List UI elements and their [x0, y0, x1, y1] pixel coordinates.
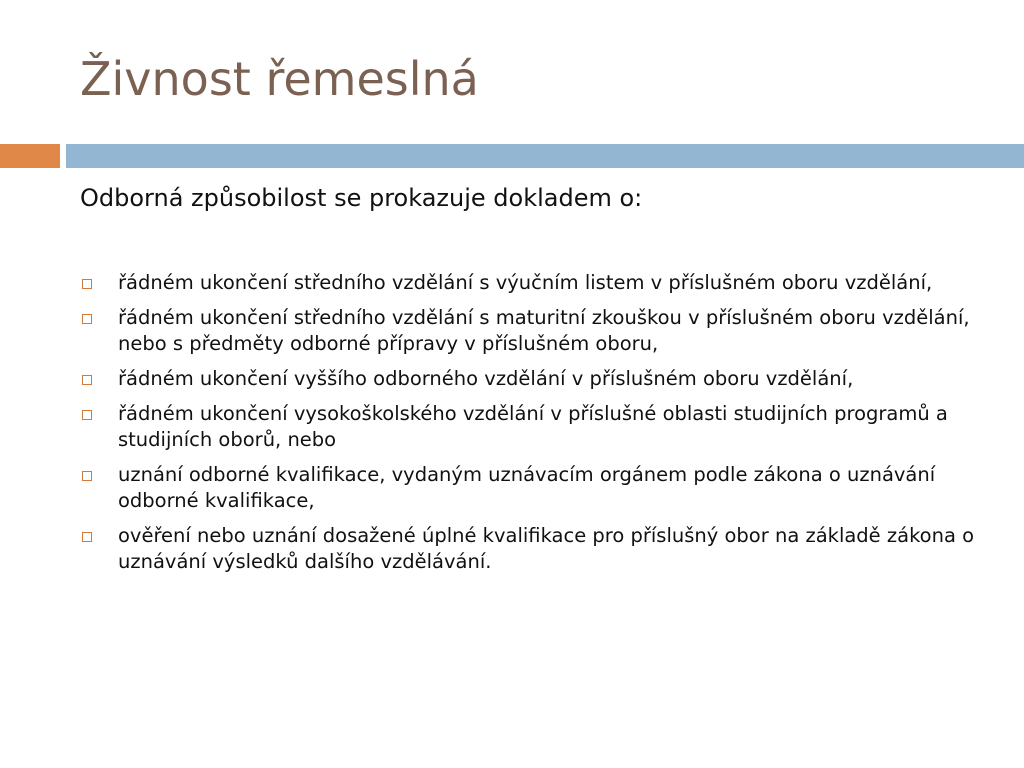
list-item	[80, 462, 980, 514]
bullet-text: uznání odborné kvalifikace, vydaným uznávacím orgánem podle zákona o uznávání odborné kvalifikace,	[118, 463, 936, 512]
accent-bar-blue	[66, 144, 1024, 168]
bullet-list	[80, 270, 980, 584]
square-bullet-icon	[82, 410, 92, 420]
square-bullet-icon	[82, 279, 92, 289]
bullet-text: řádném ukončení středního vzdělání s maturitní zkouškou v příslušném oboru vzdělání, nebo s předměty odborné přípravy v příslušném oboru,	[118, 306, 970, 355]
list-item	[80, 270, 980, 296]
list-item	[80, 523, 980, 575]
bullet-text: řádném ukončení vysokoškolského vzdělání v příslušné oblasti studijních programů a studijních oborů, nebo	[118, 402, 948, 451]
list-item	[80, 366, 980, 392]
bullet-text: řádném ukončení středního vzdělání s výučním listem v příslušném oboru vzdělání,	[118, 271, 933, 294]
square-bullet-icon	[82, 314, 92, 324]
square-bullet-icon	[82, 532, 92, 542]
accent-bar-orange	[0, 144, 60, 168]
square-bullet-icon	[82, 471, 92, 481]
bullet-text: ověření nebo uznání dosažené úplné kvalifikace pro příslušný obor na základě zákona o uznávání výsledků dalšího vzdělávání.	[118, 524, 975, 573]
list-item	[80, 305, 980, 357]
bullet-text: řádném ukončení vyššího odborného vzdělání v příslušném oboru vzdělání,	[118, 367, 854, 390]
list-item	[80, 401, 980, 453]
intro-text: Odborná způsobilost se prokazuje dokladem o:	[80, 184, 643, 212]
slide-title: Živnost řemeslná	[80, 52, 479, 106]
square-bullet-icon	[82, 375, 92, 385]
